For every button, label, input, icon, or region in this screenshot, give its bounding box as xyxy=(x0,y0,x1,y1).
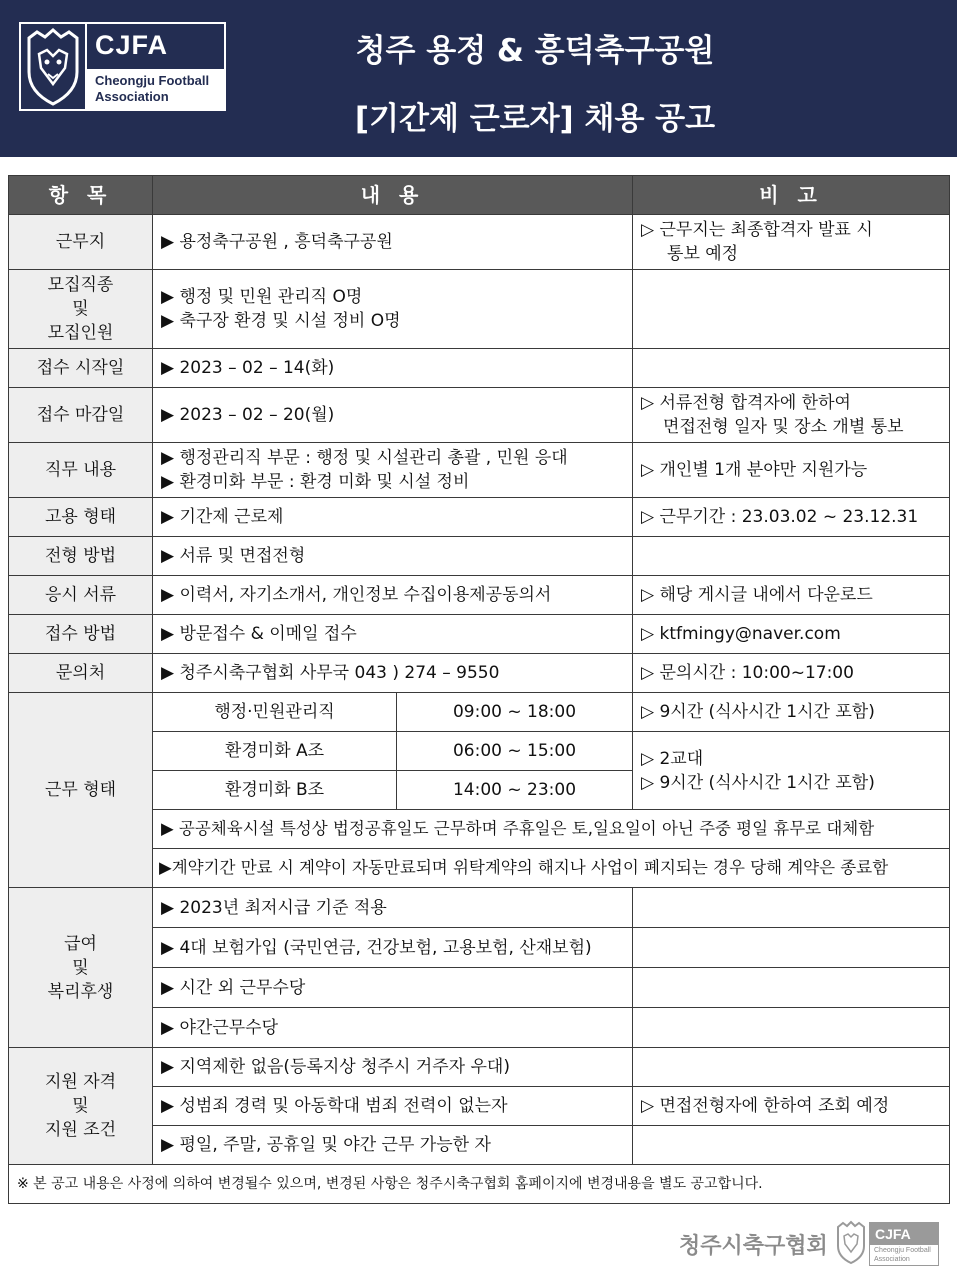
qual-label-1: 지원 자격 xyxy=(44,1072,117,1092)
pay-line2: ▶ 4대 보험가입 (국민연금, 건강보험, 고용보험, 산재보험) xyxy=(153,928,633,968)
table-header-row xyxy=(9,176,950,215)
logo-sub-line1: Cheongju Football xyxy=(95,73,210,88)
qual-label-2: 및 xyxy=(72,1096,89,1116)
pay-label-3: 복리후생 xyxy=(47,981,114,1002)
qual-line1: ▶ 지역제한 없음(등록지상 청주시 거주자 우대) xyxy=(153,1048,633,1087)
shift-time-a: 06:00 ~ 15:00 xyxy=(397,732,633,771)
recruit-line2: ▶ 축구장 환경 및 시설 정비 O명 xyxy=(161,311,401,331)
pay-note4 xyxy=(633,1008,950,1048)
workplace-note-line2: 통보 예정 xyxy=(667,244,739,264)
row-label-duty: 직무 내용 xyxy=(9,443,153,498)
footer-logo xyxy=(835,1220,955,1268)
shift-time-admin: 09:00 ~ 18:00 xyxy=(397,693,633,732)
start-content: ▶ 2023 – 02 – 14(화) xyxy=(153,349,633,388)
shift-note-env-line1: ▷ 2교대 xyxy=(641,748,704,769)
row-label-apply: 접수 방법 xyxy=(9,615,153,654)
recruit-label-1: 모집직종 xyxy=(47,275,114,295)
workplace-content: ▶ 용정축구공원 , 흥덕축구공원 xyxy=(153,215,633,270)
table-row xyxy=(9,443,950,498)
employ-content: ▶ 기간제 근로제 xyxy=(153,498,633,537)
notice-text: ※ 본 공고 내용은 사정에 의하여 변경될수 있으며, 변경된 사항은 청주시축구협회 홈페이지에 변경내용을 별도 공고합니다. xyxy=(9,1165,950,1204)
shift-line-holiday: ▶ 공공체육시설 특성상 법정공휴일도 근무하며 주휴일은 토,일요일이 아닌 주중 평일 휴무로 대체함 xyxy=(153,810,950,849)
table-row xyxy=(9,215,950,270)
duty-content xyxy=(153,443,633,498)
logo-sub-line2: Association xyxy=(95,89,169,104)
footer-org-name: 청주시축구협회 xyxy=(679,1234,828,1259)
table-row xyxy=(9,1165,950,1204)
qual-note3 xyxy=(633,1126,950,1165)
start-note xyxy=(633,349,950,388)
qual-label-3: 지원 조건 xyxy=(44,1120,117,1140)
table-row xyxy=(9,888,950,928)
duty-line2: ▶ 환경미화 부문 : 환경 미화 및 시설 정비 xyxy=(161,472,470,492)
row-label-employ: 고용 형태 xyxy=(9,498,153,537)
contact-content: ▶ 청주시축구협회 사무국 043 ) 274 – 9550 xyxy=(153,654,633,693)
row-label-recruit xyxy=(9,270,153,349)
duty-line1: ▶ 행정관리직 부문 : 행정 및 시설관리 총괄 , 민원 응대 xyxy=(161,448,568,468)
row-label-docs: 응시 서류 xyxy=(9,576,153,615)
lion-crest-icon xyxy=(21,24,87,109)
footer-logo-code: CJFA xyxy=(870,1223,938,1245)
shift-note-env xyxy=(633,732,950,810)
table-row xyxy=(9,1048,950,1087)
table-row xyxy=(9,388,950,443)
pay-line4: ▶ 야간근무수당 xyxy=(153,1008,633,1048)
table-row xyxy=(9,615,950,654)
table-row xyxy=(9,537,950,576)
employ-note: ▷ 근무기간 : 23.03.02 ~ 23.12.31 xyxy=(633,498,950,537)
qual-note1 xyxy=(633,1048,950,1087)
row-label-start: 접수 시작일 xyxy=(9,349,153,388)
deadline-content: ▶ 2023 – 02 – 20(월) xyxy=(153,388,633,443)
selection-note xyxy=(633,537,950,576)
apply-content: ▶ 방문접수 & 이메일 접수 xyxy=(153,615,633,654)
footer-lion-crest-icon xyxy=(835,1220,867,1266)
recruit-line1: ▶ 행정 및 민원 관리직 O명 xyxy=(161,287,363,307)
row-label-deadline: 접수 마감일 xyxy=(9,388,153,443)
table-row xyxy=(9,270,950,349)
qual-line2: ▶ 성범죄 경력 및 아동학대 범죄 전력이 없는자 xyxy=(153,1087,633,1126)
pay-note3 xyxy=(633,968,950,1008)
deadline-note-line2: 면접전형 일자 및 장소 개별 통보 xyxy=(663,417,904,437)
docs-content: ▶ 이력서, 자기소개서, 개인정보 수집이용제공동의서 xyxy=(153,576,633,615)
deadline-note xyxy=(633,388,950,443)
pay-note1 xyxy=(633,888,950,928)
recruit-note xyxy=(633,270,950,349)
col-header-note: 비 고 xyxy=(633,176,950,215)
pay-label-1: 급여 xyxy=(64,933,97,954)
footer-logo-subtitle xyxy=(874,1246,931,1264)
logo-code: CJFA xyxy=(95,30,169,60)
table-row xyxy=(9,693,950,732)
recruit-label-3: 모집인원 xyxy=(47,323,114,343)
col-header-item: 항 목 xyxy=(9,176,153,215)
table-row xyxy=(9,654,950,693)
recruit-content xyxy=(153,270,633,349)
page-title-line2: [기간제 근로자] 채용 공고 xyxy=(354,101,716,137)
shift-note-admin: ▷ 9시간 (식사시간 1시간 포함) xyxy=(633,693,950,732)
shift-note-env-line2: ▷ 9시간 (식사시간 1시간 포함) xyxy=(641,772,875,793)
workplace-note xyxy=(633,215,950,270)
workplace-note-line1: ▷ 근무지는 최종합격자 발표 시 xyxy=(641,220,873,240)
col-header-content: 내 용 xyxy=(153,176,633,215)
duty-note: ▷ 개인별 1개 분야만 지원가능 xyxy=(633,443,950,498)
footer-logo-sub-line1: Cheongju Football xyxy=(874,1247,931,1254)
qual-note2: ▷ 면접전형자에 한하여 조회 예정 xyxy=(633,1087,950,1126)
footer-logo-sub-line2: Association xyxy=(874,1256,910,1263)
contact-note: ▷ 문의시간 : 10:00~17:00 xyxy=(633,654,950,693)
shift-job-b: 환경미화 B조 xyxy=(153,771,397,810)
selection-content: ▶ 서류 및 면접전형 xyxy=(153,537,633,576)
deadline-note-line1: ▷ 서류전형 합격자에 한하여 xyxy=(641,393,851,413)
shift-job-admin: 행정·민원관리직 xyxy=(153,693,397,732)
footer xyxy=(679,1220,949,1268)
table-row xyxy=(9,498,950,537)
logo-subtitle xyxy=(87,69,224,109)
row-label-workplace: 근무지 xyxy=(9,215,153,270)
pay-line1: ▶ 2023년 최저시급 기준 적용 xyxy=(153,888,633,928)
apply-email[interactable]: ▷ ktfmingy@naver.com xyxy=(633,615,950,654)
shift-time-b: 14:00 ~ 23:00 xyxy=(397,771,633,810)
table-row xyxy=(9,349,950,388)
cjfa-logo xyxy=(19,22,226,111)
pay-note2 xyxy=(633,928,950,968)
row-label-shift: 근무 형태 xyxy=(9,693,153,888)
recruit-label-2: 및 xyxy=(72,299,89,319)
docs-note: ▷ 해당 게시글 내에서 다운로드 xyxy=(633,576,950,615)
row-label-pay xyxy=(9,888,153,1048)
page-title-line1: 청주 용정 & 흥덕축구공원 xyxy=(355,33,715,69)
header-banner xyxy=(0,0,957,157)
pay-label-2: 및 xyxy=(72,957,89,978)
table-row xyxy=(9,576,950,615)
row-label-selection: 전형 방법 xyxy=(9,537,153,576)
shift-line-contract: ▶계약기간 만료 시 계약이 자동만료되며 위탁계약의 해지나 사업이 폐지되는 경우 당해 계약은 종료함 xyxy=(153,849,950,888)
recruitment-table xyxy=(8,175,950,1204)
shift-job-a: 환경미화 A조 xyxy=(153,732,397,771)
row-label-qual xyxy=(9,1048,153,1165)
qual-line3: ▶ 평일, 주말, 공휴일 및 야간 근무 가능한 자 xyxy=(153,1126,633,1165)
pay-line3: ▶ 시간 외 근무수당 xyxy=(153,968,633,1008)
row-label-contact: 문의처 xyxy=(9,654,153,693)
